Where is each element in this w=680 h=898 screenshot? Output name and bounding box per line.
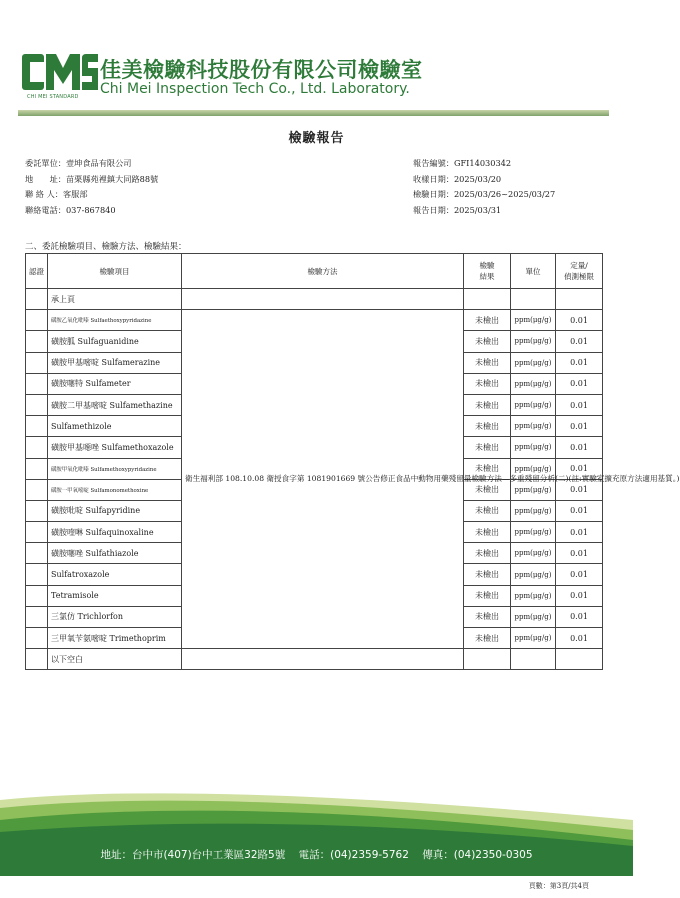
page-title: 檢驗報告 (288, 131, 345, 146)
row-cert (26, 479, 48, 500)
row-item: 磺胺乙氧化吡嗪 Sulfaethoxypyridazine (48, 310, 182, 331)
row-item: Tetramisole (48, 585, 182, 606)
row-unit: ppm(μg/g) (511, 564, 556, 585)
row-result: 未檢出 (464, 522, 511, 543)
row-cert (26, 352, 48, 373)
table-body (26, 289, 680, 670)
page-number: 頁數：第3頁/共4頁 (528, 882, 589, 890)
row-cert (26, 373, 48, 394)
row-unit: ppm(μg/g) (511, 416, 556, 437)
row-item: 磺胺一甲氧嘧啶 Sulfamonomethoxine (48, 479, 182, 500)
test-date-label: 檢驗日期： (413, 189, 454, 199)
row-limit: 0.01 (556, 331, 603, 352)
row-cert (26, 310, 48, 331)
row-limit: 0.01 (556, 585, 603, 606)
row-result: 未檢出 (464, 437, 511, 458)
row-limit: 0.01 (556, 416, 603, 437)
row-item: 磺胺喹啉 Sulfaquinoxaline (48, 522, 182, 543)
row-limit: 0.01 (556, 606, 603, 627)
footer-address: 地址：台中市(407)台中工業區32路5號 (100, 849, 286, 861)
method-cell: 衛生福利部 108.10.08 衛授食字第 1081901669 號公告修正食品中動物用藥殘留量檢驗方法—多重殘留分析(二)(註:實驗室擴充原方法適用基質。) (182, 310, 464, 649)
row-cert (26, 437, 48, 458)
row-unit: ppm(μg/g) (511, 585, 556, 606)
header-divider (18, 110, 609, 116)
table-row (26, 310, 603, 331)
row-result: 未檢出 (464, 628, 511, 649)
row-cert (26, 500, 48, 521)
row-result: 未檢出 (464, 331, 511, 352)
row-cert (26, 331, 48, 352)
client-contact-value: 客服部 (62, 189, 88, 199)
header-limit: 定量/ 偵測極限 (556, 254, 603, 289)
client-unit-label: 委託單位： (25, 158, 66, 168)
received-date-label: 收樣日期： (413, 173, 454, 184)
row-unit: ppm(μg/g) (511, 437, 556, 458)
row-unit: ppm(μg/g) (511, 606, 556, 627)
row-item: 三氯仿 Trichlorfon (48, 606, 182, 627)
row-item: 磺胺噻唑 Sulfathiazole (48, 543, 182, 564)
row-cert (26, 606, 48, 627)
table-row-end (26, 649, 603, 670)
row-result: 未檢出 (464, 500, 511, 521)
company-name-en: Chi Mei Inspection Tech Co., Ltd. Laboratory. (100, 81, 410, 97)
row-limit: 0.01 (556, 394, 603, 415)
footer-contact (0, 847, 633, 862)
row-unit: ppm(μg/g) (511, 543, 556, 564)
row-result: 未檢出 (464, 543, 511, 564)
row-unit: ppm(μg/g) (511, 628, 556, 649)
row-limit: 0.01 (556, 437, 603, 458)
row-unit: ppm(μg/g) (511, 500, 556, 521)
row-limit: 0.01 (556, 479, 603, 500)
row-item: 磺胺噻特 Sulfameter (48, 373, 182, 394)
row-result: 未檢出 (464, 458, 511, 479)
report-date-value: 2025/03/31 (453, 204, 502, 215)
row-cert (26, 522, 48, 543)
row-unit: ppm(μg/g) (511, 394, 556, 415)
row-limit: 0.01 (556, 310, 603, 331)
row-item: 磺胺二甲基嘧啶 Sulfamethazine (48, 394, 182, 415)
continued-note: 承上頁 (48, 289, 182, 310)
row-item: 磺胺甲基嘧啶 Sulfamerazine (48, 352, 182, 373)
row-item: 三甲氧苄氨嘧啶 Trimethoprim (48, 628, 182, 649)
row-result: 未檢出 (464, 394, 511, 415)
results-table (25, 253, 680, 670)
client-address-value: 苗栗縣苑裡鎮大同路88號 (65, 173, 159, 184)
report-info (413, 156, 555, 218)
row-result: 未檢出 (464, 310, 511, 331)
row-unit: ppm(μg/g) (511, 458, 556, 479)
row-item: 磺胺甲基噁唑 Sulfamethoxazole (48, 437, 182, 458)
row-unit: ppm(μg/g) (511, 331, 556, 352)
row-cert (26, 394, 48, 415)
section-title: 二、委託檢驗項目、檢驗方法、檢驗結果： (25, 242, 187, 252)
row-unit: ppm(μg/g) (511, 522, 556, 543)
report-number-value: GFI14030342 (453, 158, 512, 168)
header-method: 檢驗方法 (182, 254, 464, 289)
row-result: 未檢出 (464, 416, 511, 437)
row-cert (26, 628, 48, 649)
row-cert (26, 543, 48, 564)
table-row-continued (26, 289, 603, 310)
client-contact-label: 聯 絡 人： (25, 189, 63, 199)
row-limit: 0.01 (556, 628, 603, 649)
client-unit-value: 壹坤食品有限公司 (65, 158, 132, 168)
header-unit: 單位 (511, 254, 556, 289)
row-result: 未檢出 (464, 352, 511, 373)
report-number-label: 報告編號： (413, 158, 454, 168)
row-limit: 0.01 (556, 564, 603, 585)
row-item: Sulfamethizole (48, 416, 182, 437)
footer-fax: 傳真：(04)2350-0305 (422, 849, 533, 861)
row-cert (26, 564, 48, 585)
header-result: 檢驗 結果 (464, 254, 511, 289)
row-item: 磺胺胍 Sulfaguanidine (48, 331, 182, 352)
footer-phone: 電話：(04)2359-5762 (298, 849, 409, 861)
row-cert (26, 458, 48, 479)
row-result: 未檢出 (464, 606, 511, 627)
header-item: 檢驗項目 (48, 254, 182, 289)
end-note: 以下空白 (48, 649, 182, 670)
row-item: 磺胺甲氧化吡嗪 Sulfamethoxypyridazine (48, 458, 182, 479)
header-cert: 認證 (26, 254, 48, 289)
row-limit: 0.01 (556, 543, 603, 564)
row-result: 未檢出 (464, 564, 511, 585)
company-name-zh: 佳美檢驗科技股份有限公司檢驗室 (100, 58, 423, 82)
client-info (25, 156, 158, 218)
row-unit: ppm(μg/g) (511, 352, 556, 373)
row-cert (26, 416, 48, 437)
client-address-label: 地 址： (25, 173, 66, 184)
row-limit: 0.01 (556, 500, 603, 521)
row-result: 未檢出 (464, 585, 511, 606)
client-phone-value: 037-867840 (65, 204, 116, 215)
row-unit: ppm(μg/g) (511, 373, 556, 394)
row-limit: 0.01 (556, 352, 603, 373)
row-limit: 0.01 (556, 522, 603, 543)
row-result: 未檢出 (464, 479, 511, 500)
row-limit: 0.01 (556, 458, 603, 479)
test-date-value: 2025/03/26~2025/03/27 (453, 189, 556, 199)
row-item: Sulfatroxazole (48, 564, 182, 585)
row-item: 磺胺吡啶 Sulfapyridine (48, 500, 182, 521)
row-cert (26, 585, 48, 606)
logo-subtext: CHI MEI STANDARD (27, 94, 79, 100)
row-limit: 0.01 (556, 373, 603, 394)
report-date-label: 報告日期： (413, 204, 454, 215)
row-unit: ppm(μg/g) (511, 479, 556, 500)
table-header-row (26, 254, 603, 289)
client-phone-label: 聯絡電話： (25, 204, 66, 215)
row-result: 未檢出 (464, 373, 511, 394)
row-unit: ppm(μg/g) (511, 310, 556, 331)
received-date-value: 2025/03/20 (453, 173, 502, 184)
